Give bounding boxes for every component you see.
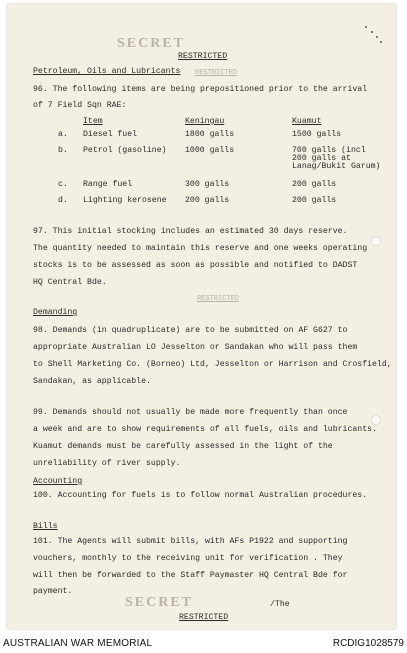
classification-bottom: RESTRICTED	[179, 613, 229, 622]
document-page	[7, 4, 396, 629]
table-row-letter: b.	[58, 146, 68, 155]
table-cell-kuamut: 200 galls at	[292, 154, 351, 163]
ink-speck	[365, 26, 367, 28]
para-98-line: Sandakan, as applicable.	[33, 377, 151, 386]
table-cell-keningau: 300 galls	[185, 180, 230, 189]
table-cell-keningau: 200 galls	[185, 196, 230, 205]
faint-classification-mark: RESTRICTED	[197, 295, 240, 303]
para-96-line: of 7 Field Sqn RAE:	[33, 101, 127, 110]
para-98-line: appropriate Australian LO Jesselton or Sandakan who will pass them	[33, 343, 358, 352]
punch-hole	[371, 236, 381, 246]
table-header-kuamut: Kuamut	[292, 117, 322, 126]
para-98-line: to Shell Marketing Co. (Borneo) Ltd, Jesselton or Harrison and Crosfield,	[33, 360, 392, 369]
section-heading-demanding: Demanding	[33, 308, 78, 317]
para-97-line: HQ Central Bde.	[33, 278, 107, 287]
table-cell-kuamut: 200 galls	[292, 196, 337, 205]
punch-hole	[371, 415, 381, 425]
para-96-line: 96. The following items are being prepositioned prior to the arrival	[33, 85, 368, 94]
para-99-line: 99. Demands should not usually be made more frequently than once	[33, 408, 348, 417]
table-header-item: Item	[83, 117, 103, 126]
table-row-letter: d.	[58, 196, 68, 205]
table-header-keningau: Keningau	[185, 117, 225, 126]
para-101-line: will then be forwarded to the Staff Paymaster HQ Central Bde for	[33, 571, 348, 580]
archive-credit: AUSTRALIAN WAR MEMORIAL	[3, 638, 153, 649]
table-cell-kuamut: 1500 galls	[292, 130, 342, 139]
table-cell-item: Lighting kerosene	[83, 196, 167, 205]
table-cell-keningau: 1000 galls	[185, 146, 235, 155]
ink-speck	[376, 36, 378, 38]
para-99-line: Kuamut demands must be carefully assessed in the light of the	[33, 442, 333, 451]
section-heading-petroleum: Petroleum, Oils and Lubricants	[33, 67, 181, 76]
table-cell-kuamut: Lanag/Bukit Garum)	[292, 162, 381, 171]
secret-stamp-bottom: SECRET	[125, 595, 194, 610]
archive-footer	[0, 636, 407, 653]
para-101-line: 101. The Agents will submit bills, with AFs P1922 and supporting	[33, 537, 348, 546]
table-cell-item: Diesel fuel	[83, 130, 138, 139]
para-101-line: vouchers, monthly to the receiving unit for verification . They	[33, 554, 343, 563]
para-100-line: 100. Accounting for fuels is to follow normal Australian procedures.	[33, 491, 368, 500]
ink-speck	[371, 31, 373, 33]
classification-top: RESTRICTED	[178, 52, 228, 61]
archive-record-id: RCDIG1028579	[332, 638, 404, 649]
section-heading-accounting: Accounting	[33, 477, 83, 486]
para-99-line: a week and are to show requirements of all fuels, oils and lubricants.	[33, 425, 377, 434]
secret-stamp-top: SECRET	[117, 36, 186, 51]
faint-classification-mark: RESTRICTED	[195, 69, 238, 77]
ink-speck	[380, 41, 382, 43]
para-98-line: 98. Demands (in quadruplicate) are to be submitted on AF G627 to	[33, 326, 348, 335]
table-cell-keningau: 1800 galls	[185, 130, 235, 139]
table-cell-kuamut: 200 galls	[292, 180, 337, 189]
table-cell-kuamut: 700 galls (incl	[292, 146, 366, 155]
continuation-marker: /The	[270, 600, 290, 609]
table-cell-item: Range fuel	[83, 180, 133, 189]
para-99-line: unreliability of river supply.	[33, 459, 181, 468]
table-row-letter: c.	[58, 180, 68, 189]
table-row-letter: a.	[58, 130, 68, 139]
section-heading-bills: Bills	[33, 522, 58, 531]
para-101-line: payment.	[33, 587, 73, 596]
table-cell-item: Petrol (gasoline)	[83, 146, 167, 155]
para-97-line: The quantity needed to maintain this reserve and one weeks operating	[33, 244, 368, 253]
para-97-line: stocks is to be assessed as soon as possible and notified to DADST	[33, 261, 358, 270]
para-97-line: 97. This initial stocking includes an estimated 30 days reserve.	[33, 227, 348, 236]
